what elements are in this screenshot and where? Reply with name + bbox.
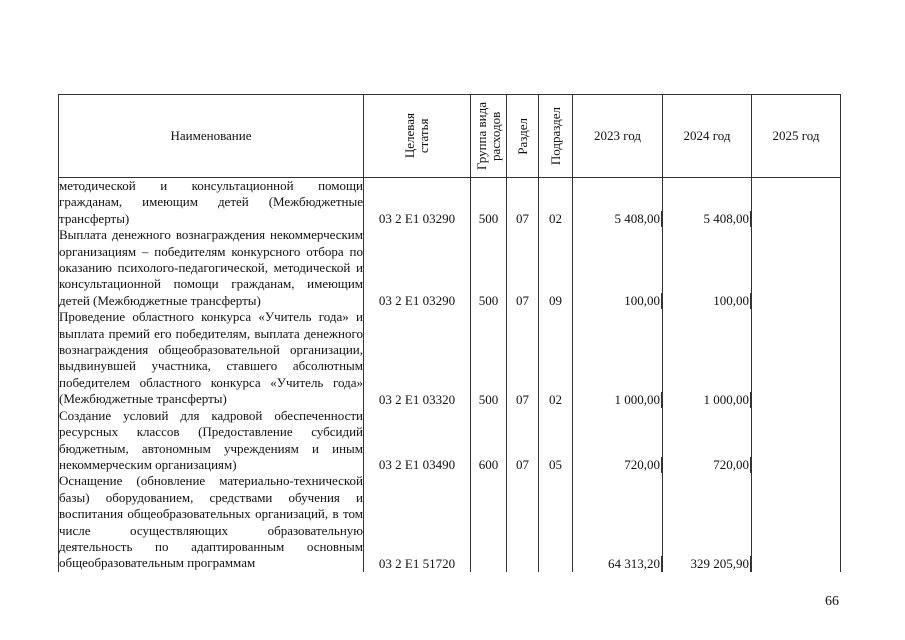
row-2025 bbox=[752, 309, 841, 407]
row-2023 bbox=[573, 473, 663, 571]
header-section-label: Раздел bbox=[514, 117, 530, 155]
row-2023-value: 64 313,20 bbox=[608, 555, 660, 571]
row-2024 bbox=[663, 309, 752, 407]
header-2024: 2024 год bbox=[663, 95, 752, 178]
row-2024-value: 720,00 bbox=[713, 457, 749, 473]
row-2025 bbox=[752, 473, 841, 571]
table-row bbox=[59, 309, 841, 407]
header-expense-group-label: Группа вида расходов bbox=[473, 102, 503, 170]
row-2023 bbox=[573, 408, 663, 474]
header-expense-group bbox=[471, 95, 507, 178]
row-2025 bbox=[752, 178, 841, 228]
row-name: Выплата денежного вознаграждения некоммерческим организациям – победителям конкурсного отбора по оказанию психолого-педагогической, методической и консультационной помощи гражданам, имеющим детей (Межбюджетные трансферты) bbox=[59, 227, 363, 308]
table-row bbox=[59, 178, 841, 228]
row-2024-value: 329 205,90 bbox=[690, 555, 749, 571]
table-row bbox=[59, 408, 841, 474]
row-section: 07 bbox=[507, 408, 539, 474]
table-row bbox=[59, 473, 841, 571]
row-2024 bbox=[663, 408, 752, 474]
header-target-article bbox=[364, 95, 471, 178]
row-2024 bbox=[663, 227, 752, 309]
header-subsection-label: Подраздел bbox=[547, 106, 563, 166]
row-group: 500 bbox=[471, 178, 507, 228]
budget-table bbox=[58, 94, 841, 572]
row-code: 03 2 E1 03490 bbox=[364, 408, 471, 474]
row-section: 07 bbox=[507, 178, 539, 228]
row-2023 bbox=[573, 309, 663, 407]
row-2024 bbox=[663, 473, 752, 571]
row-2023 bbox=[573, 227, 663, 309]
row-2023-value: 1 000,00 bbox=[614, 391, 660, 407]
row-group: 600 bbox=[471, 408, 507, 474]
row-name: Оснащение (обновление материально-технической базы) оборудованием, средствами обучения и воспитания общеобразовательных организаций, в том числе осуществляющих образовательную деятельность по адаптированным основным общеобразовательным программам bbox=[59, 473, 363, 571]
row-subsection: 09 bbox=[539, 227, 573, 309]
row-subsection: 02 bbox=[539, 178, 573, 228]
row-subsection: 05 bbox=[539, 408, 573, 474]
row-section: 07 bbox=[507, 227, 539, 309]
table-row bbox=[59, 227, 841, 309]
header-row bbox=[59, 95, 841, 178]
row-group: 500 bbox=[471, 227, 507, 309]
row-subsection: 02 bbox=[539, 309, 573, 407]
header-2025: 2025 год bbox=[752, 95, 841, 178]
row-name: методической и консультационной помощи гражданам, имеющим детей (Межбюджетные трансферты) bbox=[59, 178, 363, 226]
row-group bbox=[471, 473, 507, 571]
row-subsection bbox=[539, 473, 573, 571]
row-2023-value: 5 408,00 bbox=[614, 211, 660, 227]
row-2025 bbox=[752, 227, 841, 309]
row-2023-value: 720,00 bbox=[624, 457, 660, 473]
header-section bbox=[507, 95, 539, 178]
row-2024-value: 5 408,00 bbox=[703, 211, 749, 227]
row-section bbox=[507, 473, 539, 571]
row-2024 bbox=[663, 178, 752, 228]
row-code: 03 2 E1 03320 bbox=[364, 309, 471, 407]
row-code: 03 2 E1 51720 bbox=[364, 473, 471, 571]
row-code: 03 2 E1 03290 bbox=[364, 178, 471, 228]
row-name: Создание условий для кадровой обеспеченности ресурсных классов (Предоставление субсидий бюджетным, автономным учреждениям и иным некоммерческим организациям) bbox=[59, 407, 363, 472]
row-section: 07 bbox=[507, 309, 539, 407]
row-2024-value: 1 000,00 bbox=[703, 391, 749, 407]
row-2023-value: 100,00 bbox=[624, 293, 660, 309]
header-subsection bbox=[539, 95, 573, 178]
row-2023 bbox=[573, 178, 663, 228]
header-name: Наименование bbox=[59, 95, 364, 178]
row-name: Проведение областного конкурса «Учитель года» и выплата премий его победителям, выплата денежного вознаграждения общеобразовательной организации, выдвинувшей участника, ставшего абсолютным победителем областного конкурса «Учитель года» (Межбюджетные трансферты) bbox=[59, 309, 363, 407]
page-number: 66 bbox=[825, 594, 839, 609]
header-2023: 2023 год bbox=[573, 95, 663, 178]
row-2024-value: 100,00 bbox=[713, 293, 749, 309]
row-group: 500 bbox=[471, 309, 507, 407]
row-code: 03 2 E1 03290 bbox=[364, 227, 471, 309]
header-target-article-label: Целевая статья bbox=[402, 113, 431, 159]
row-2025 bbox=[752, 408, 841, 474]
